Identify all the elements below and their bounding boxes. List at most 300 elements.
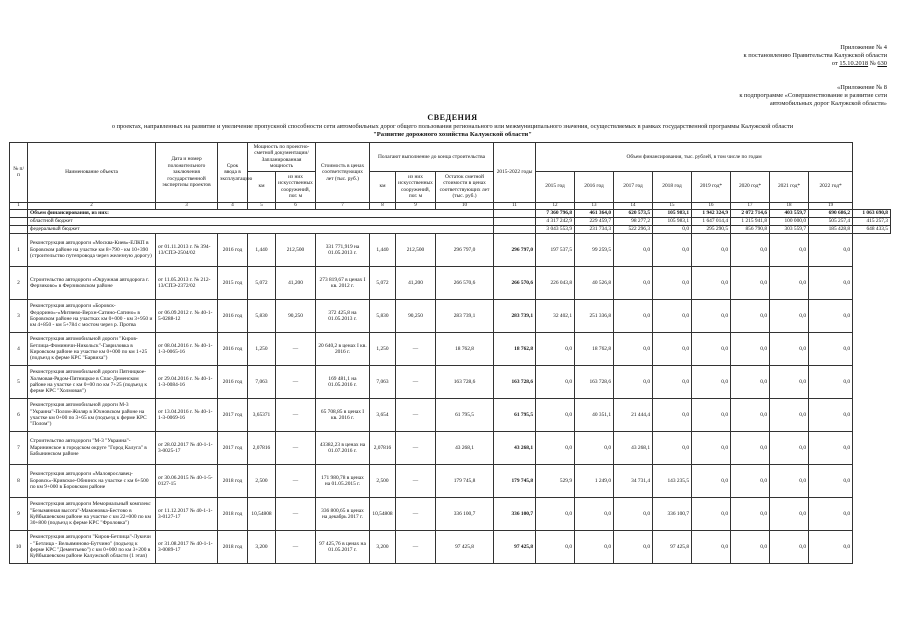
column-number: 10 xyxy=(436,202,494,209)
period-total: 266 570,6 xyxy=(494,267,536,300)
year-value: 529,9 xyxy=(536,465,575,498)
capacity-artificial: — xyxy=(276,498,316,531)
header-year-2021: 2021 год* xyxy=(770,171,809,202)
header-name: Наименование объекта xyxy=(28,143,156,203)
totals-year-value: 2 072 714,6 xyxy=(731,210,770,218)
expertise-conclusion: от 29.04.2016 г. № 40-1-1-3-0084-16 xyxy=(156,366,218,399)
year-value: 0,0 xyxy=(770,465,809,498)
table-row xyxy=(10,333,891,366)
totals-year-value: 505 257,4 xyxy=(809,218,853,226)
object-name: Реконструкция автодороги "Киров-Бетлица"-Лукичи - "Бетлица - Вельяминово-Бутчино" (подъезд к ферме КРС "Дементьево") с км 0+000 по км 3+200 в Куйбышевском районе Калужской области (1 этап) xyxy=(28,531,156,564)
totals-period-value: 7 360 796,8 xyxy=(536,210,575,218)
column-number: 14 xyxy=(614,202,653,209)
expertise-conclusion: от 13.04.2016 г. № 40-1-1-3-0069-16 xyxy=(156,399,218,432)
totals-year-value: 522 296,3 xyxy=(614,226,653,234)
year-value: 0,0 xyxy=(770,399,809,432)
cost-value: 273 819,67 в ценах I кв. 2012 г. xyxy=(316,267,370,300)
document-title: СВЕДЕНИЯ xyxy=(427,113,478,122)
header-year-2016: 2016 год xyxy=(575,171,614,202)
year-value: 0,0 xyxy=(536,366,575,399)
header-artificial: из них искусственных сооружений, пог. м xyxy=(276,171,316,202)
number-label: № xyxy=(869,60,876,68)
totals-year-value: 415 257,3 xyxy=(853,218,891,226)
capacity-km: 2,500 xyxy=(248,465,276,498)
fulfilled-km: 7,063 xyxy=(370,366,396,399)
totals-empty-cell xyxy=(494,210,536,218)
column-number: 12 xyxy=(536,202,575,209)
year-value: 0,0 xyxy=(536,333,575,366)
fulfilled-artificial: — xyxy=(396,432,436,465)
commission-term: 2017 год xyxy=(218,399,248,432)
header-remaining: Остаток сметной стоимости в ценах соответствующих лет (тыс. руб.) xyxy=(436,171,494,202)
column-number: 18 xyxy=(770,202,809,209)
period-total: 61 795,5 xyxy=(494,399,536,432)
totals-row xyxy=(10,226,891,234)
commission-term: 2018 год xyxy=(218,498,248,531)
fulfilled-artificial: — xyxy=(396,531,436,564)
capacity-km: 1,250 xyxy=(248,333,276,366)
appendix-decree: к постановлению Правительства Калужской области xyxy=(743,52,887,60)
year-value: 0,0 xyxy=(653,267,692,300)
year-value: 0,0 xyxy=(770,498,809,531)
year-value: 0,0 xyxy=(692,465,731,498)
appendix-block-1 xyxy=(744,44,887,69)
year-value: 226 043,8 xyxy=(536,267,575,300)
column-number: 7 xyxy=(316,202,370,209)
header-year-2018: 2018 год xyxy=(653,171,692,202)
totals-year-value: 1 942 324,9 xyxy=(692,210,731,218)
totals-no-cell xyxy=(10,210,28,218)
fulfilled-km: 2,500 xyxy=(370,465,396,498)
appendix2-subprogram: к подпрограмме «Совершенствование и развитие сети xyxy=(739,92,887,100)
expertise-conclusion: от 01.11.2013 г. № 394-13/СПЭ-2504/02 xyxy=(156,234,218,267)
year-value: 18 762,8 xyxy=(575,333,614,366)
year-value: 197 537,5 xyxy=(536,234,575,267)
totals-no-cell xyxy=(10,218,28,226)
year-value: 0,0 xyxy=(692,399,731,432)
cost-value: 43382,23 в ценах на 01.07.2016 г. xyxy=(316,432,370,465)
cost-value: 171 980,78 в ценах на 01.05.2015 г. xyxy=(316,465,370,498)
table-row xyxy=(10,234,891,267)
fulfilled-km: 5,072 xyxy=(370,267,396,300)
header-km: км xyxy=(248,171,276,202)
period-total: 43 268,1 xyxy=(494,432,536,465)
capacity-km: 3,65371 xyxy=(248,399,276,432)
commission-term: 2015 год xyxy=(218,267,248,300)
capacity-artificial: — xyxy=(276,465,316,498)
year-value: 0,0 xyxy=(575,498,614,531)
object-name: Реконструкция автомобильной дороги "Киров-Бетлица-Фоминичи-Никольск"-Гавриловка в Кировском районе на участке км 0+000 по км 1+25 (подъезд к ферме КРС "Барвиха") xyxy=(28,333,156,366)
year-value: 34 731,4 xyxy=(614,465,653,498)
year-value: 0,0 xyxy=(770,234,809,267)
year-value: 0,0 xyxy=(731,531,770,564)
capacity-artificial: — xyxy=(276,432,316,465)
year-value: 0,0 xyxy=(809,333,853,366)
table-body xyxy=(10,210,891,564)
year-value: 143 235,5 xyxy=(653,465,692,498)
fulfilled-artificial: — xyxy=(396,465,436,498)
year-value: 0,0 xyxy=(692,531,731,564)
capacity-artificial: — xyxy=(276,399,316,432)
year-value: 0,0 xyxy=(809,399,853,432)
row-number: 9 xyxy=(10,498,28,531)
totals-year-value: 690 686,2 xyxy=(809,210,853,218)
period-total: 97 425,8 xyxy=(494,531,536,564)
remaining-cost: 179 745,8 xyxy=(436,465,494,498)
commission-term: 2016 год xyxy=(218,366,248,399)
row-number: 4 xyxy=(10,333,28,366)
column-number: 16 xyxy=(692,202,731,209)
remaining-cost: 163 728,6 xyxy=(436,366,494,399)
year-value: 0,0 xyxy=(575,432,614,465)
program-name: "Развитие дорожного хозяйства Калужской области" xyxy=(373,130,532,138)
fulfilled-km: 3,200 xyxy=(370,531,396,564)
year-value: 0,0 xyxy=(614,531,653,564)
cost-value: 97 425,76 в ценах на 01.05.2017 г. xyxy=(316,531,370,564)
capacity-artificial: 212,500 xyxy=(276,234,316,267)
fulfilled-km: 1,250 xyxy=(370,333,396,366)
table-row xyxy=(10,366,891,399)
expertise-conclusion: от 31.08.2017 № 40-1-1-3-0089-17 xyxy=(156,531,218,564)
year-value: 0,0 xyxy=(731,366,770,399)
column-numbers-row xyxy=(10,202,891,209)
totals-year-value: 1 063 690,8 xyxy=(853,210,891,218)
object-name: Реконструкция автодороги Мемориальный комплекс "Безымянная высота"-Мамоновка-Бестово в Куйбышевском районе на участке с км 22+000 по км 30+800 (подъезд к ферме КРС "Фроловка") xyxy=(28,498,156,531)
header-period: 2015-2022 годы xyxy=(494,143,536,203)
column-number: 9 xyxy=(396,202,436,209)
period-total: 163 728,6 xyxy=(494,366,536,399)
totals-year-value: 856 790,8 xyxy=(731,226,770,234)
projects-table xyxy=(9,142,891,564)
year-value: 40 526,8 xyxy=(575,267,614,300)
decree-date: 15.10.2018 xyxy=(839,60,869,68)
totals-empty-cell xyxy=(494,218,536,226)
cost-value: 336 800,65 в ценах на декабрь 2017 г. xyxy=(316,498,370,531)
appendix-block-2 xyxy=(739,84,887,109)
totals-year-value: 185 428,8 xyxy=(809,226,853,234)
column-number: 2 xyxy=(28,202,156,209)
year-value: 0,0 xyxy=(653,333,692,366)
year-value: 0,0 xyxy=(614,498,653,531)
from-label: от xyxy=(831,60,838,68)
object-name: Реконструкция автодороги «Боровск-Федорино»-«Митяево-Верхн-Сатино-Сатино» в Боровском районе на участках км 0+000 - км 3+950 и км 4+850 - км 5+784 с мостом через р. Протва xyxy=(28,300,156,333)
capacity-km: 10,54808 xyxy=(248,498,276,531)
header-row-1 xyxy=(10,143,891,172)
remaining-cost: 283 739,1 xyxy=(436,300,494,333)
year-value: 0,0 xyxy=(692,333,731,366)
totals-label: областной бюджет xyxy=(28,218,494,226)
column-number: 6 xyxy=(276,202,316,209)
fulfilled-artificial: — xyxy=(396,333,436,366)
row-number: 10 xyxy=(10,531,28,564)
column-number: 1 xyxy=(10,202,28,209)
capacity-artificial: — xyxy=(276,531,316,564)
year-value: 0,0 xyxy=(692,234,731,267)
table-row xyxy=(10,399,891,432)
appendix-date-line xyxy=(744,60,887,68)
remaining-cost: 97 425,8 xyxy=(436,531,494,564)
commission-term: 2017 год xyxy=(218,432,248,465)
table-row xyxy=(10,465,891,498)
year-value: 0,0 xyxy=(731,399,770,432)
row-number: 5 xyxy=(10,366,28,399)
cost-value: 331 771,919 на 01.05.2013 г. xyxy=(316,234,370,267)
header-term: Срок ввода в эксплуатацию xyxy=(218,143,248,203)
capacity-km: 1,440 xyxy=(248,234,276,267)
header-no: № п/п xyxy=(10,143,28,203)
year-value: 0,0 xyxy=(653,300,692,333)
year-value: 0,0 xyxy=(809,432,853,465)
year-value: 0,0 xyxy=(809,267,853,300)
totals-year-value: 1 647 014,4 xyxy=(692,218,731,226)
row-number: 6 xyxy=(10,399,28,432)
year-value: 0,0 xyxy=(614,333,653,366)
fulfilled-km: 1,440 xyxy=(370,234,396,267)
totals-year-value: 231 734,3 xyxy=(575,226,614,234)
commission-term: 2018 год xyxy=(218,531,248,564)
fulfilled-km: 2,07816 xyxy=(370,432,396,465)
object-name: Строительство автодороги "М-3 "Украина"-Марининское в городском округе "Город Калуга" в Бабынинском районе xyxy=(28,432,156,465)
year-value: 0,0 xyxy=(536,399,575,432)
capacity-km: 7,063 xyxy=(248,366,276,399)
column-number: 3 xyxy=(156,202,218,209)
period-total: 283 739,1 xyxy=(494,300,536,333)
column-number: 11 xyxy=(494,202,536,209)
capacity-km: 2,07816 xyxy=(248,432,276,465)
year-value: 0,0 xyxy=(809,531,853,564)
year-value: 1 249,0 xyxy=(575,465,614,498)
appendix2-subprogram-cont: автомобильных дорог Калужской области» xyxy=(769,100,887,108)
year-value: 99 259,5 xyxy=(575,234,614,267)
table-row xyxy=(10,432,891,465)
fulfilled-artificial: — xyxy=(396,366,436,399)
period-total: 179 745,8 xyxy=(494,465,536,498)
totals-year-value: 0,0 xyxy=(653,226,692,234)
totals-row xyxy=(10,210,891,218)
object-name: Строительство автодороги «Окружная автодорога г. Ферзиково» в Ферзиковском районе xyxy=(28,267,156,300)
year-value: 0,0 xyxy=(770,300,809,333)
year-value: 0,0 xyxy=(731,300,770,333)
column-number: 19 xyxy=(809,202,853,209)
totals-empty-cell xyxy=(494,226,536,234)
expertise-conclusion: от 11.05.2013 г. № 212-13/СПЭ-2372/02 xyxy=(156,267,218,300)
table-row xyxy=(10,300,891,333)
capacity-artificial: — xyxy=(276,333,316,366)
year-value: 163 728,6 xyxy=(575,366,614,399)
year-value: 0,0 xyxy=(731,234,770,267)
header-year-2019: 2019 год* xyxy=(692,171,731,202)
year-value: 0,0 xyxy=(770,531,809,564)
row-number: 2 xyxy=(10,267,28,300)
year-value: 0,0 xyxy=(770,432,809,465)
fulfilled-artificial: 212,500 xyxy=(396,234,436,267)
column-number: 17 xyxy=(731,202,770,209)
capacity-artificial: 90,250 xyxy=(276,300,316,333)
totals-year-value: 1 215 941,8 xyxy=(731,218,770,226)
year-value: 0,0 xyxy=(731,267,770,300)
year-value: 0,0 xyxy=(614,234,653,267)
expertise-conclusion: от 11.12.2017 № 40-1-1-3-0127-17 xyxy=(156,498,218,531)
commission-term: 2016 год xyxy=(218,333,248,366)
row-number: 8 xyxy=(10,465,28,498)
year-value: 0,0 xyxy=(575,531,614,564)
remaining-cost: 296 797,0 xyxy=(436,234,494,267)
year-value: 0,0 xyxy=(536,531,575,564)
column-number: 8 xyxy=(370,202,396,209)
remaining-cost: 61 795,5 xyxy=(436,399,494,432)
header-year-2017: 2017 год xyxy=(614,171,653,202)
year-value: 43 268,1 xyxy=(614,432,653,465)
year-value: 0,0 xyxy=(536,432,575,465)
capacity-artificial: 41,200 xyxy=(276,267,316,300)
year-value: 0,0 xyxy=(809,465,853,498)
fulfilled-artificial: 90,250 xyxy=(396,300,436,333)
commission-term: 2016 год xyxy=(218,234,248,267)
year-value: 0,0 xyxy=(614,267,653,300)
row-number: 7 xyxy=(10,432,28,465)
capacity-artificial: — xyxy=(276,366,316,399)
year-value: 0,0 xyxy=(614,300,653,333)
fulfilled-km: 3,654 xyxy=(370,399,396,432)
header-cost: Стоимость в ценах соответствующих лет (тыс. руб.) xyxy=(316,143,370,203)
remaining-cost: 43 268,1 xyxy=(436,432,494,465)
header-financing: Объем финансирования, тыс. рублей, в том числе по годам xyxy=(536,143,853,172)
commission-term: 2016 год xyxy=(218,300,248,333)
year-value: 0,0 xyxy=(731,333,770,366)
year-value: 0,0 xyxy=(770,366,809,399)
column-number: 13 xyxy=(575,202,614,209)
cost-value: 169 481,1 на 01.05.2016 г. xyxy=(316,366,370,399)
totals-year-value: 105 983,1 xyxy=(653,218,692,226)
year-value: 0,0 xyxy=(536,498,575,531)
year-value: 40 351,1 xyxy=(575,399,614,432)
fulfilled-km: 5,830 xyxy=(370,300,396,333)
totals-row xyxy=(10,218,891,226)
totals-year-value: 303 559,7 xyxy=(770,226,809,234)
column-number: 5 xyxy=(248,202,276,209)
expertise-conclusion: от 30.06.2015 № 40-1-5-0127-15 xyxy=(156,465,218,498)
year-value: 0,0 xyxy=(731,465,770,498)
title-block xyxy=(0,113,905,138)
table-row xyxy=(10,498,891,531)
totals-period-value: 3 043 553,9 xyxy=(536,226,575,234)
year-value: 0,0 xyxy=(731,498,770,531)
header-year-2022: 2022 год* xyxy=(809,171,853,202)
totals-period-value: 4 317 242,9 xyxy=(536,218,575,226)
year-value: 0,0 xyxy=(809,498,853,531)
header-year-2020: 2020 год* xyxy=(731,171,770,202)
totals-year-value: 105 983,1 xyxy=(653,210,692,218)
year-value: 0,0 xyxy=(653,399,692,432)
period-total: 336 100,7 xyxy=(494,498,536,531)
fulfilled-artificial: — xyxy=(396,498,436,531)
year-value: 97 425,8 xyxy=(653,531,692,564)
header-artificial2: из них искусственных сооружений, пог. м xyxy=(396,171,436,202)
year-value: 0,0 xyxy=(692,267,731,300)
year-value: 21 444,4 xyxy=(614,399,653,432)
column-number: 4 xyxy=(218,202,248,209)
cost-value: 20 640,2 в ценах I кв. 2016 г. xyxy=(316,333,370,366)
year-value: 0,0 xyxy=(653,234,692,267)
fulfilled-km: 10,54808 xyxy=(370,498,396,531)
commission-term: 2018 год xyxy=(218,465,248,498)
year-value: 0,0 xyxy=(731,432,770,465)
totals-year-value: 461 364,0 xyxy=(575,210,614,218)
column-number: 15 xyxy=(653,202,692,209)
capacity-km: 3,200 xyxy=(248,531,276,564)
appendix2-title: «Приложение № 8 xyxy=(837,84,887,91)
year-value: 0,0 xyxy=(809,366,853,399)
year-value: 32 402,1 xyxy=(536,300,575,333)
year-value: 251 336,8 xyxy=(575,300,614,333)
year-value: 0,0 xyxy=(692,432,731,465)
expertise-conclusion: от 08.04.2016 г. № 40-1-1-3-0065-16 xyxy=(156,333,218,366)
object-name: Реконструкция автодороги «Малоярославец-Боровск»-Кривское-Обнинск на участке с км 6+500 по км 9+000 в Боровском районе xyxy=(28,465,156,498)
appendix-title: Приложение № 4 xyxy=(840,44,887,51)
year-value: 0,0 xyxy=(809,300,853,333)
period-total: 18 762,8 xyxy=(494,333,536,366)
year-value: 0,0 xyxy=(653,366,692,399)
year-value: 0,0 xyxy=(692,300,731,333)
year-value: 0,0 xyxy=(809,234,853,267)
totals-label: федеральный бюджет xyxy=(28,226,494,234)
header-year-2015: 2015 год xyxy=(536,171,575,202)
year-value: 336 100,7 xyxy=(653,498,692,531)
fulfilled-artificial: 41,200 xyxy=(396,267,436,300)
totals-year-value: 229 459,7 xyxy=(575,218,614,226)
remaining-cost: 266 570,6 xyxy=(436,267,494,300)
remaining-cost: 18 762,8 xyxy=(436,333,494,366)
object-name: Реконструкция автодороги «Москва-Киев»-ЕЛКП в Боровском районе на участке км 8+790 - км 10+390 (строительство путепровода через железную дорогу) xyxy=(28,234,156,267)
totals-year-value: 648 433,5 xyxy=(853,226,891,234)
year-value: 0,0 xyxy=(614,366,653,399)
year-value: 0,0 xyxy=(692,498,731,531)
capacity-km: 5,830 xyxy=(248,300,276,333)
year-value: 0,0 xyxy=(653,432,692,465)
header-km2: км xyxy=(370,171,396,202)
header-fulfilled: Полагают выполнение до конца строительства xyxy=(370,143,494,172)
totals-year-value: 98 277,2 xyxy=(614,218,653,226)
table-row xyxy=(10,531,891,564)
year-value: 0,0 xyxy=(770,333,809,366)
table-row xyxy=(10,267,891,300)
object-name: Реконструкция автомобильной дороги Пятницкое-Холмовая-Рядом-Пятницкое в Спас-Деменском районе на участке с км 0+00 по км 7+25 (подъезд к ферме КРС "Холмовая") xyxy=(28,366,156,399)
capacity-km: 5,072 xyxy=(248,267,276,300)
expertise-conclusion: от 06.09.2012 г. № 40-1-5-0288-12 xyxy=(156,300,218,333)
totals-year-value: 100 000,0 xyxy=(770,218,809,226)
period-total: 296 797,0 xyxy=(494,234,536,267)
expertise-conclusion: от 28.02.2017 № 40-1-1-3-0025-17 xyxy=(156,432,218,465)
header-capacity: Мощность по проектно-сметной документации/ Запланированная мощность xyxy=(248,143,316,172)
fulfilled-artificial: — xyxy=(396,399,436,432)
row-number: 3 xyxy=(10,300,28,333)
row-number: 1 xyxy=(10,234,28,267)
header-expertise: Дата и номер положительного заключения государственной экспертизы проектов xyxy=(156,143,218,203)
totals-year-value: 295 290,5 xyxy=(692,226,731,234)
cost-value: 372 425,8 на 01.05.2013 г. xyxy=(316,300,370,333)
object-name: Реконструкция автомобильной дороги М-3 "Украина"-Полом-Жиляр в Юхновском районе на участке км 0+00 по 3+65 км (подъезд к ферме КРС "Полом") xyxy=(28,399,156,432)
totals-year-value: 403 559,7 xyxy=(770,210,809,218)
totals-label: Объем финансирования, из них: xyxy=(28,210,494,218)
year-value: 0,0 xyxy=(770,267,809,300)
totals-year-value: 620 573,5 xyxy=(614,210,653,218)
totals-no-cell xyxy=(10,226,28,234)
remaining-cost: 336 100,7 xyxy=(436,498,494,531)
decree-number: 630 xyxy=(877,60,887,68)
year-value: 0,0 xyxy=(692,366,731,399)
document-subtitle: о проектах, направленных на развитие и увеличение пропускной способности сети автомобильных дорог общего пользования регионального или межмуниципального значения, осуществляемых в рамках государственной программы Калужской области xyxy=(111,123,794,130)
cost-value: 65 708,85 в ценах I кв. 2016 г. xyxy=(316,399,370,432)
